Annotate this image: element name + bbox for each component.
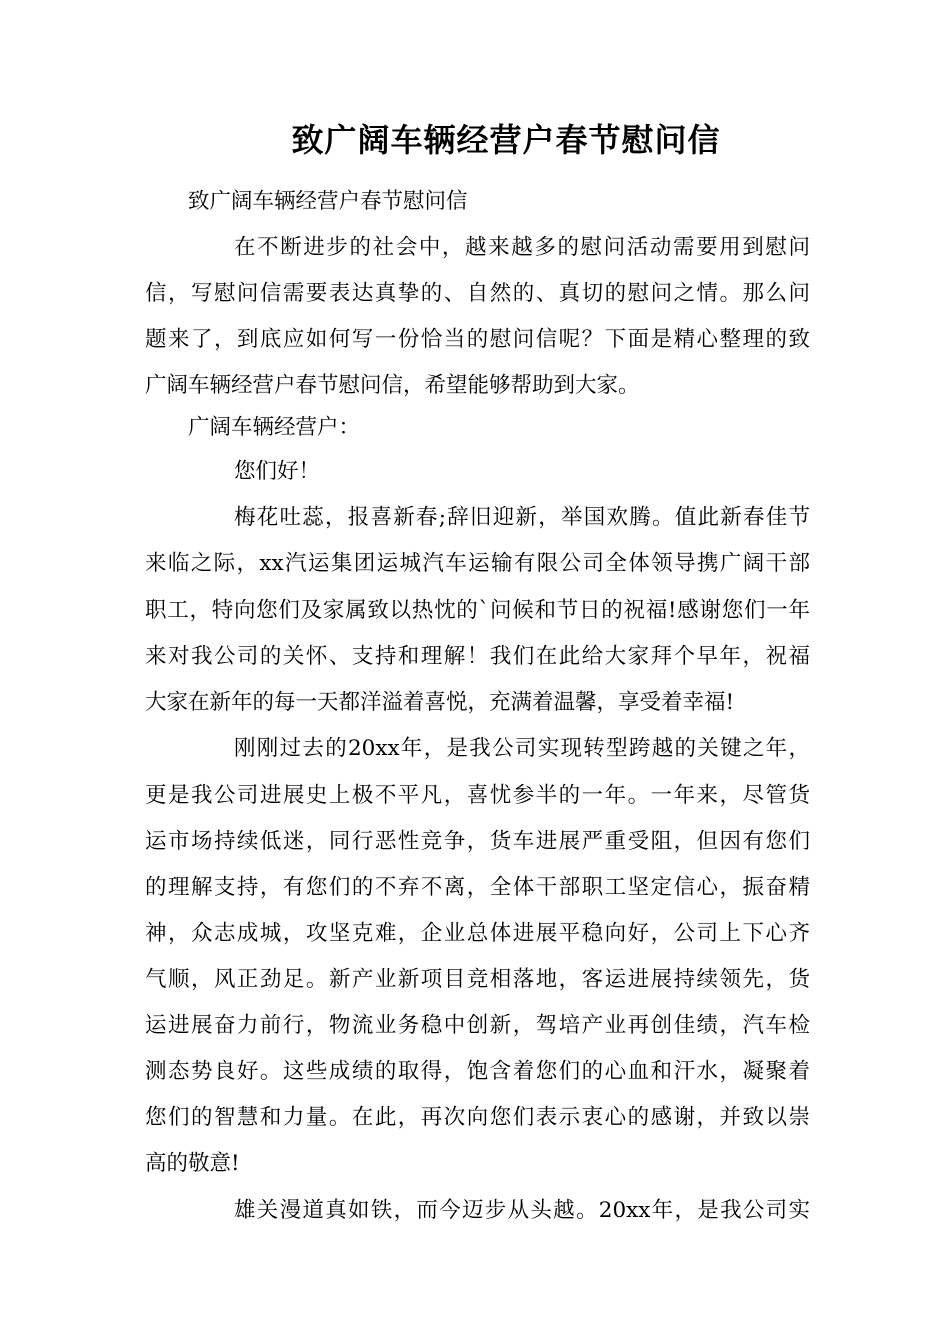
intro-line: 广阔车辆经营户春节慰问信，希望能够帮助到大家。 — [145, 373, 640, 398]
paragraph-line: 来对我公司的关怀、支持和理解！我们在此给大家拜个早年，祝福 — [145, 644, 810, 669]
paragraph-line: 刚刚过去的20xx年，是我公司实现转型跨越的关键之年， — [234, 736, 810, 761]
paragraph-line: 运市场持续低迷，同行恶性竞争，货车进展严重受阻，但因有您们 — [145, 829, 810, 854]
intro-line: 信，写慰问信需要表达真挚的、自然的、真切的慰问之情。那么问 — [145, 281, 810, 306]
paragraph-line: 神，众志成城，攻坚克难，企业总体进展平稳向好，公司上下心齐 — [145, 921, 810, 946]
salutation: 广阔车辆经营户： — [188, 415, 361, 440]
document-subtitle: 致广阔车辆经营户春节慰问信 — [188, 189, 468, 214]
paragraph-line: 职工，特向您们及家属致以热忱的`问候和节日的祝福!感谢您们一年 — [145, 598, 810, 623]
paragraph-line: 气顺，风正劲足。新产业新项目竞相落地，客运进展持续领先，货 — [145, 967, 810, 992]
paragraph-line: 雄关漫道真如铁，而今迈步从头越。20xx年，是我公司实 — [234, 1198, 810, 1223]
paragraph-line: 运进展奋力前行，物流业务稳中创新，驾培产业再创佳绩，汽车检 — [145, 1013, 810, 1038]
intro-line: 题来了，到底应如何写一份恰当的慰问信呢？下面是精心整理的致 — [145, 327, 810, 352]
greeting: 您们好！ — [234, 459, 321, 484]
paragraph-line: 的理解支持，有您们的不弃不离，全体干部职工坚定信心，振奋精 — [145, 875, 810, 900]
document-title: 致广阔车辆经营户春节慰问信 — [291, 121, 721, 159]
paragraph-line: 大家在新年的每一天都洋溢着喜悦，充满着温馨，享受着幸福! — [145, 690, 735, 715]
paragraph-line: 来临之际，xx汽运集团运城汽车运输有限公司全体领导携广阔干部 — [145, 551, 810, 576]
intro-line: 在不断进步的社会中，越来越多的慰问活动需要用到慰问 — [234, 235, 810, 260]
paragraph-line: 高的敬意! — [145, 1151, 240, 1176]
paragraph-line: 更是我公司进展史上极不平凡，喜忧参半的一年。一年来，尽管货 — [145, 783, 810, 808]
paragraph-line: 您们的智慧和力量。在此，再次向您们表示衷心的感谢，并致以崇 — [145, 1105, 810, 1130]
paragraph-line: 梅花吐蕊，报喜新春;辞旧迎新，举国欢腾。值此新春佳节 — [234, 505, 810, 530]
paragraph-line: 测态势良好。这些成绩的取得，饱含着您们的心血和汗水，凝聚着 — [145, 1059, 810, 1084]
